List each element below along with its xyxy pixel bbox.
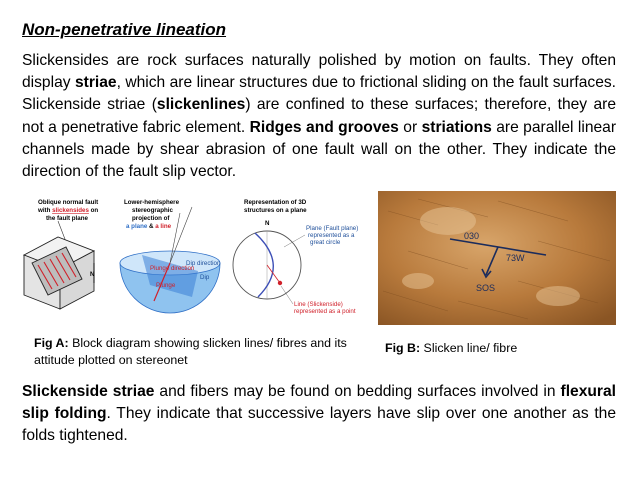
slide-title: Non-penetrative lineation [22, 20, 227, 39]
panel1-label-3: the fault plane [46, 215, 88, 222]
panel3-label-1: Representation of 3D [244, 199, 307, 206]
panel2-tag-dip-direction: Dip direction [186, 260, 221, 267]
figure-b [378, 191, 616, 325]
panel1-label-1: Oblique normal fault [38, 199, 99, 206]
panel3-note2-line2: represented as a point [294, 308, 356, 315]
panel2-label-2: stereographic [132, 207, 173, 214]
term-slickenside-striae: Slickenside striae [22, 383, 155, 400]
term-flexural-slip-folding: flexural slip folding [22, 383, 616, 423]
panel3-note1-line1: Plane (Fault plane) [306, 225, 359, 232]
panel1-north: N [90, 271, 95, 278]
panel1-label-2: with slickensides on [38, 207, 99, 214]
figure-a-caption: Fig A: Block diagram showing slicken lines/ fibres and its attitude plotted on stereonet [34, 336, 347, 367]
panel2-label-1: Lower-hemisphere [124, 199, 180, 206]
term-striations: striations [421, 118, 492, 136]
intro-paragraph: Slickensides are rock surfaces naturally polished by motion on faults. They often display striae, which are linear structures due to frictional sliding on the fault surfaces. Slickenside striae (slickenlines) are confined to these surfaces; therefore, they are not a penetrative fabric element. Ridges and grooves or striations are parallel linear channels made by shear abrasion of one fault wall on the other. They indicate the direction of the fault slip vector. [22, 52, 617, 181]
panel3-note2-line1: Line (Slickenside) [294, 301, 343, 308]
rock-label-bottom: SOS [476, 283, 496, 293]
term-striae: striae [74, 74, 117, 92]
panel2-label-4: a plane & a line [126, 223, 172, 230]
stereonet [233, 231, 301, 299]
panel2-label-3: projection of [132, 215, 170, 222]
term-slickenlines: slickenlines [156, 96, 246, 114]
term-ridges-grooves: Ridges and grooves [249, 118, 399, 136]
figure-a-diagram [22, 193, 368, 323]
panel3-label-2: structures on a plane [244, 207, 307, 214]
figure-b-caption: Fig B: Slicken line/ fibre [385, 341, 518, 355]
rock-label-right: 73W [506, 253, 525, 263]
panel2-tag-plunge: Plunge [156, 282, 176, 289]
block-diagram [24, 237, 94, 309]
figure-a [22, 193, 368, 323]
panel3-note1-line3: great circle [310, 239, 341, 246]
panel3-note1-line2: represented as a [308, 232, 355, 239]
panel2-tag-dip: Dip [200, 274, 210, 281]
closing-paragraph: Slickenside striae and fibers may be found on bedding surfaces involved in flexural slip folding. They indicate that successive layers have slip over one another as the folds tightened. [22, 383, 616, 445]
rock-photo [378, 191, 616, 325]
panel2-tag-plunge-direction: Plunge direction [150, 265, 195, 272]
rock-label-top: 030 [464, 231, 480, 241]
panel3-north: N [265, 220, 270, 227]
